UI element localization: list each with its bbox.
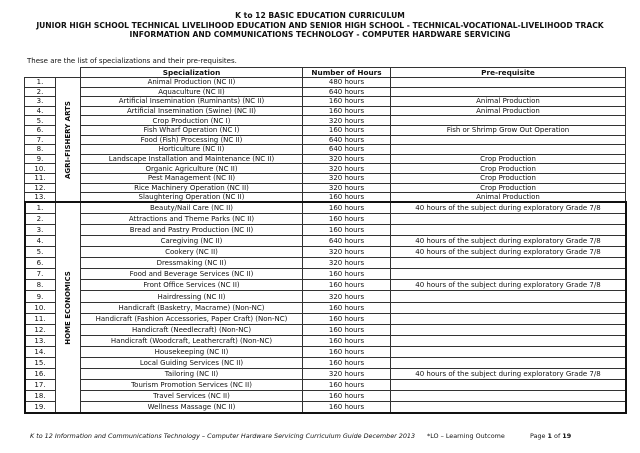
hours-cell: 160 hours [303,324,391,335]
table-row [25,269,626,280]
table-row [25,247,626,258]
prerequisite-cell: 40 hours of the subject during exploratory Grade 7/8 [391,236,626,247]
hours-cell: 320 hours [303,183,391,193]
hours-cell: 160 hours [303,402,391,413]
hours-cell: 320 hours [303,369,391,380]
row-number: 3. [25,97,56,107]
specialization-cell: Artificial Insemination (Ruminants) (NC II) [81,97,303,107]
hours-cell: 320 hours [303,154,391,164]
row-number: 7. [25,269,56,280]
row-number: 7. [25,135,56,145]
prerequisite-cell: Crop Production [391,164,626,174]
hours-cell: 160 hours [303,380,391,391]
specialization-cell: Handicraft (Needlecraft) (Non-NC) [81,324,303,335]
category-text: HOME ECONOMICS [64,270,72,345]
prerequisite-cell: Fish or Shrimp Grow Out Operation [391,125,626,135]
hours-cell: 160 hours [303,302,391,313]
hours-cell: 320 hours [303,291,391,302]
hours-cell: 640 hours [303,87,391,97]
table-row [25,335,626,346]
prerequisite-cell: Animal Production [391,193,626,203]
hours-cell: 640 hours [303,145,391,155]
row-number: 13. [25,193,56,203]
prerequisite-cell [391,346,626,357]
prerequisite-cell [391,358,626,369]
table-row [25,154,626,164]
row-number: 8. [25,145,56,155]
prerequisite-cell [391,380,626,391]
row-number: 2. [25,87,56,97]
specialization-cell: Tourism Promotion Services (NC II) [81,380,303,391]
prerequisite-cell [391,258,626,269]
row-number: 6. [25,258,56,269]
specialization-cell: Crop Production (NC I) [81,116,303,126]
prerequisite-cell [391,145,626,155]
specialization-cell: Handicraft (Basketry, Macrame) (Non-NC) [81,302,303,313]
row-number: 13. [25,335,56,346]
prerequisite-cell [391,302,626,313]
hours-cell: 160 hours [303,224,391,235]
prerequisite-cell [391,213,626,224]
specialization-cell: Artificial Insemination (Swine) (NC II) [81,106,303,116]
table-row [25,106,626,116]
prerequisite-cell [391,391,626,402]
hours-cell: 480 hours [303,78,391,88]
row-number: 2. [25,213,56,224]
table-row [25,164,626,174]
hours-cell: 160 hours [303,202,391,213]
table-header-row [25,68,626,78]
header-line-1: K to 12 BASIC EDUCATION CURRICULUM [235,11,405,20]
row-number: 5. [25,116,56,126]
prerequisite-cell [391,78,626,88]
prerequisite-cell: 40 hours of the subject during exploratory Grade 7/8 [391,369,626,380]
hours-cell: 160 hours [303,125,391,135]
row-number: 4. [25,236,56,247]
row-number: 3. [25,224,56,235]
prerequisite-cell [391,313,626,324]
specialization-cell: Caregiving (NC II) [81,236,303,247]
header-line-3: INFORMATION AND COMMUNICATIONS TECHNOLOGY - COMPUTER HARDWARE SERVICING [129,30,511,39]
hours-cell: 160 hours [303,97,391,107]
row-number: 5. [25,247,56,258]
prerequisite-cell [391,291,626,302]
row-number: 8. [25,280,56,291]
category-text: AGRI-FISHERY ARTS [64,100,72,179]
row-number: 12. [25,183,56,193]
header-line-2: JUNIOR HIGH SCHOOL TECHNICAL LIVELIHOOD EDUCATION AND SENIOR HIGH SCHOOL - TECHNICAL-VOCATIONAL-LIVELIHOOD TRACK [36,20,604,30]
row-number: 17. [25,380,56,391]
table-row [25,324,626,335]
row-number: 12. [25,324,56,335]
table-row [25,173,626,183]
specialization-cell: Front Office Services (NC II) [81,280,303,291]
specialization-cell: Fish Wharf Operation (NC I) [81,125,303,135]
specialization-cell: Horticulture (NC II) [81,145,303,155]
hours-cell: 160 hours [303,193,391,203]
hours-cell: 160 hours [303,213,391,224]
table-row [25,116,626,126]
specialization-cell: Food (Fish) Processing (NC II) [81,135,303,145]
row-number: 9. [25,291,56,302]
row-number: 9. [25,154,56,164]
hours-cell: 320 hours [303,164,391,174]
prerequisite-cell: Animal Production [391,106,626,116]
prerequisite-cell: Animal Production [391,97,626,107]
specialization-cell: Food and Beverage Services (NC II) [81,269,303,280]
page-indicator [530,432,571,440]
specialization-cell: Housekeeping (NC II) [81,346,303,357]
specialization-cell: Slaughtering Operation (NC II) [81,193,303,203]
row-number: 18. [25,391,56,402]
prerequisite-cell [391,87,626,97]
specialization-cell: Animal Production (NC II) [81,78,303,88]
category-label [56,78,81,203]
table-row [25,346,626,357]
intro-text: These are the list of specializations and their pre-requisites. [27,57,237,65]
footer-title: K to 12 Information and Communications Technology – Computer Hardware Servicing Curriculum Guide December 2013 [30,432,416,440]
prerequisite-cell [391,269,626,280]
table-row [25,87,626,97]
hours-cell: 320 hours [303,258,391,269]
table-row [25,145,626,155]
prerequisite-cell [391,224,626,235]
hours-cell: 320 hours [303,116,391,126]
specialization-cell: Cookery (NC II) [81,247,303,258]
row-number: 19. [25,402,56,413]
table-row [25,97,626,107]
section-home-economics [25,202,626,413]
prerequisite-cell [391,116,626,126]
prerequisite-cell: 40 hours of the subject during exploratory Grade 7/8 [391,202,626,213]
hours-cell: 160 hours [303,280,391,291]
specialization-cell: Rice Machinery Operation (NC II) [81,183,303,193]
header-specialization: Specialization [81,68,303,78]
category-label [56,202,81,413]
page-number: 1 [547,432,552,440]
specialization-cell: Tailoring (NC II) [81,369,303,380]
specialization-cell: Bread and Pastry Production (NC II) [81,224,303,235]
prerequisite-cell: 40 hours of the subject during exploratory Grade 7/8 [391,247,626,258]
prerequisite-cell [391,335,626,346]
row-number: 4. [25,106,56,116]
specialization-cell: Handicraft (Woodcraft, Leathercraft) (Non-NC) [81,335,303,346]
specialization-cell: Organic Agriculture (NC II) [81,164,303,174]
hours-cell: 320 hours [303,173,391,183]
hours-cell: 640 hours [303,236,391,247]
specialization-cell: Wellness Massage (NC II) [81,402,303,413]
table-row [25,135,626,145]
table-row [25,202,626,213]
page-of: of [554,432,561,440]
page-label: Page [530,432,546,440]
hours-cell: 160 hours [303,358,391,369]
specialization-cell: Pest Management (NC II) [81,173,303,183]
hours-cell: 160 hours [303,313,391,324]
specialization-cell: Aquaculture (NC II) [81,87,303,97]
table-row [25,380,626,391]
prerequisite-cell [391,402,626,413]
row-number: 10. [25,302,56,313]
hours-cell: 160 hours [303,269,391,280]
specialization-cell: Attractions and Theme Parks (NC II) [81,213,303,224]
table-row [25,125,626,135]
prerequisite-cell: Crop Production [391,173,626,183]
table-row [25,183,626,193]
page-total: 19 [562,432,572,440]
prerequisite-cell: 40 hours of the subject during exploratory Grade 7/8 [391,280,626,291]
specialization-cell: Landscape Installation and Maintenance (NC II) [81,154,303,164]
document-header [0,11,640,40]
prerequisite-cell [391,135,626,145]
table-row [25,302,626,313]
specialization-cell: Dressmaking (NC II) [81,258,303,269]
hours-cell: 320 hours [303,247,391,258]
table-row [25,258,626,269]
specialization-cell: Local Guiding Services (NC II) [81,358,303,369]
specialization-cell: Handicraft (Fashion Accessories, Paper Craft) (Non-NC) [81,313,303,324]
table-row [25,193,626,203]
section-agri-fishery [25,78,626,203]
row-number: 6. [25,125,56,135]
specialization-cell: Travel Services (NC II) [81,391,303,402]
row-number: 1. [25,202,56,213]
specialization-cell: Beauty/Nail Care (NC II) [81,202,303,213]
table-row [25,313,626,324]
row-number: 10. [25,164,56,174]
table-row [25,369,626,380]
row-number: 14. [25,346,56,357]
prerequisite-cell: Crop Production [391,154,626,164]
table-row [25,391,626,402]
table-row [25,402,626,413]
row-number: 15. [25,358,56,369]
hours-cell: 160 hours [303,346,391,357]
header-blank [25,68,81,78]
prerequisite-cell: Crop Production [391,183,626,193]
hours-cell: 160 hours [303,335,391,346]
table-row [25,78,626,88]
specializations-table [24,67,626,414]
header-hours: Number of Hours [303,68,391,78]
row-number: 16. [25,369,56,380]
row-number: 1. [25,78,56,88]
table-row [25,224,626,235]
row-number: 11. [25,313,56,324]
hours-cell: 160 hours [303,391,391,402]
footer-note: *LO – Learning Outcome [427,432,505,440]
table-row [25,213,626,224]
hours-cell: 160 hours [303,106,391,116]
header-prerequisite: Pre-requisite [391,68,626,78]
hours-cell: 640 hours [303,135,391,145]
row-number: 11. [25,173,56,183]
table-row [25,358,626,369]
table-row [25,291,626,302]
table-row [25,280,626,291]
prerequisite-cell [391,324,626,335]
specialization-cell: Hairdressing (NC II) [81,291,303,302]
table-row [25,236,626,247]
